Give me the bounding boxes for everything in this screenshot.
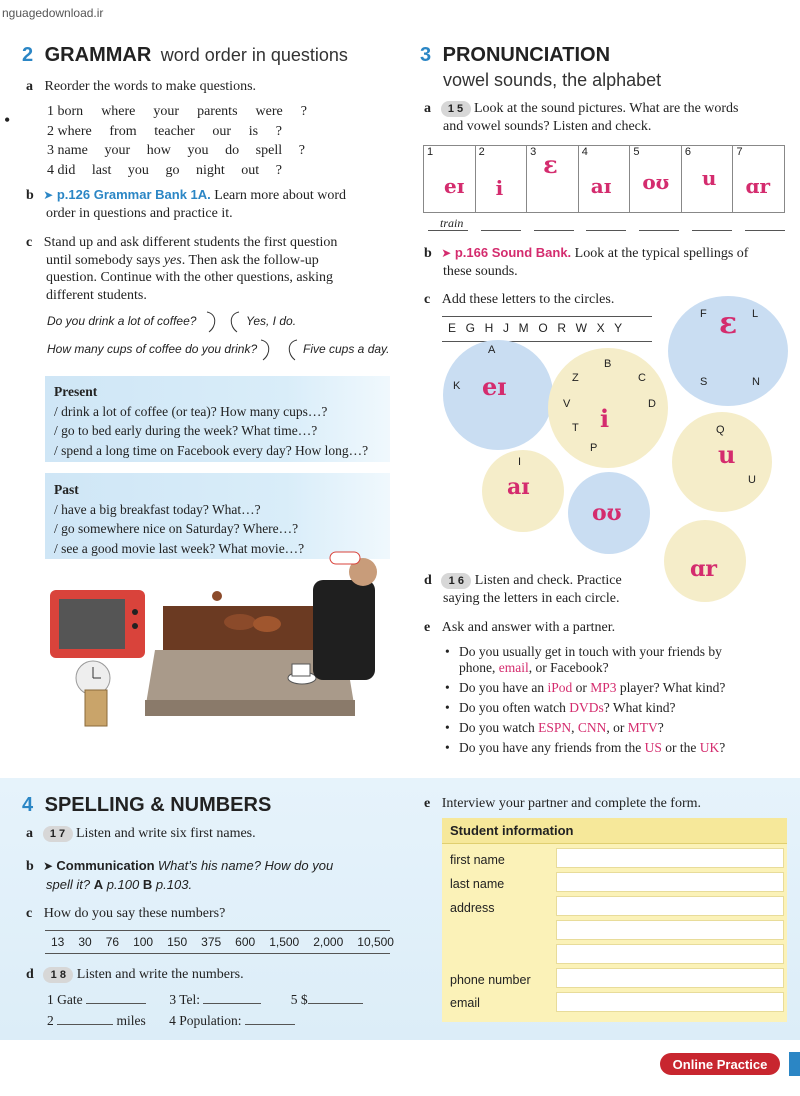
- question-item: • Do you often watch DVDs? What kind?: [443, 700, 788, 716]
- word-row-4: 4 did last you go night out ?: [47, 162, 282, 178]
- spelling-b: b ➤ Communication What’s his name? How do you spell it? A p.100 B p.103.: [26, 858, 334, 892]
- spelling-heading: 4 SPELLING & NUMBERS: [22, 794, 272, 816]
- pron-d: d 1 6 Listen and check. Practice saying the letters in each circle.: [424, 573, 622, 606]
- answer-blanks: [428, 230, 785, 231]
- instruction: Reorder the words to make questions.: [44, 79, 257, 94]
- past-content: [54, 480, 304, 558]
- spelling-a: a 1 7 Listen and write six first names.: [26, 826, 256, 842]
- pron-b: b ➤ p.166 Sound Bank. Look at the typical spellings of these sounds.: [424, 245, 749, 279]
- present-item: / drink a lot of coffee (or tea)? How many cups…?: [54, 403, 328, 419]
- sound-picture-grid: [423, 145, 785, 213]
- circle-symbol: aɪ: [507, 474, 530, 500]
- last-name-field[interactable]: [556, 872, 784, 892]
- question-item: • Do you watch ESPN, CNN, or MTV?: [443, 720, 788, 736]
- answer-blank[interactable]: [203, 1003, 261, 1004]
- spelling-c: c How do you say these numbers?: [26, 906, 226, 921]
- example-question-2: How many cups of coffee do you drink?: [47, 342, 258, 356]
- past-title: Past: [54, 482, 79, 497]
- circle-symbol: ɑr: [690, 556, 717, 582]
- answer-blank[interactable]: [86, 1003, 146, 1004]
- address-field-2[interactable]: [556, 920, 784, 940]
- number-list: 13 30 76 100 150 375 600 1,500 2,000 10,500: [45, 930, 390, 954]
- form-label: address: [450, 901, 495, 915]
- audio-track-icon[interactable]: 1 8: [43, 967, 73, 983]
- word-rows: [47, 102, 309, 180]
- sound-cell: 4 aɪ: [579, 146, 631, 212]
- present-content: [54, 382, 368, 460]
- present-item: / spend a long time on Facebook every day? How long…?: [54, 442, 369, 458]
- pron-c: c Add these letters to the circles.: [424, 292, 615, 307]
- phone-number-field[interactable]: [556, 968, 784, 988]
- question-item: • Do you have any friends from the US or the UK?: [443, 740, 788, 756]
- arrow-icon: ➤: [441, 246, 452, 260]
- pron-a: a 1 5 Look at the sound pictures. What are the words and vowel sounds? Listen and check.: [424, 101, 739, 134]
- sound-cell: 7 ɑr: [736, 146, 770, 198]
- example-question-1: Do you drink a lot of coffee?: [47, 314, 197, 328]
- online-practice-button[interactable]: Online Practice: [660, 1053, 780, 1075]
- answer-blank[interactable]: [245, 1024, 295, 1025]
- audio-track-icon[interactable]: 1 5: [441, 101, 471, 117]
- sound-bank-link[interactable]: p.166 Sound Bank.: [454, 245, 572, 260]
- word-row-1: 1 born where your parents were ?: [47, 104, 307, 119]
- word-row-3: 3 name your how you do spell ?: [47, 143, 305, 158]
- section-number: 2: [22, 44, 34, 66]
- partner-questions: [443, 644, 788, 760]
- circle-letter: A: [488, 344, 496, 356]
- watermark: nguagedownload.ir: [2, 6, 104, 20]
- example-answer-2: Five cups a day.: [303, 342, 390, 356]
- form-label: phone number: [450, 973, 531, 987]
- item-label: a: [26, 79, 33, 94]
- form-label: last name: [450, 877, 505, 891]
- circle-symbol: ɛ: [719, 306, 738, 341]
- question-item: • Do you usually get in touch with your friends by: [443, 644, 788, 660]
- first-word-answer: train: [440, 216, 464, 230]
- past-item: / have a big breakfast today? What…?: [54, 501, 261, 517]
- past-item: / see a good movie last week? What movie…?: [54, 540, 305, 556]
- grammar-bank-link[interactable]: p.126 Grammar Bank 1A.: [56, 187, 211, 202]
- question-item: • Do you have an iPod or MP3 player? What kind?: [443, 680, 788, 696]
- page-edge-tab: [789, 1052, 800, 1076]
- section-title: GRAMMAR: [44, 44, 152, 66]
- sound-cell: 2 i: [476, 146, 528, 212]
- grammar-b: b ➤ p.126 Grammar Bank 1A. Learn more about word order in questions and practice it.: [26, 187, 347, 221]
- example-answer-1: Yes, I do.: [246, 314, 297, 328]
- past-item: / go somewhere nice on Saturday? Where…?: [54, 521, 299, 536]
- pronunciation-heading: 3 PRONUNCIATION: [420, 44, 611, 66]
- pron-e: e Ask and answer with a partner.: [424, 620, 616, 635]
- speech-bubble-tails: [257, 338, 301, 364]
- question-item-cont: phone, email, or Facebook?: [459, 660, 609, 675]
- communication-link[interactable]: Communication: [56, 858, 155, 873]
- circle-symbol: u: [718, 440, 736, 469]
- arrow-icon: ➤: [43, 859, 54, 873]
- answer-blank[interactable]: [308, 1003, 363, 1004]
- present-item: / go to bed early during the week? What time…?: [54, 423, 318, 438]
- pronunciation-subtitle: vowel sounds, the alphabet: [443, 70, 662, 90]
- grammar-a: [26, 79, 256, 95]
- first-name-field[interactable]: [556, 848, 784, 868]
- speech-bubble-tails: [203, 310, 243, 336]
- sound-cell: 3 ɛ: [527, 146, 579, 212]
- bullet-dot: •: [4, 110, 11, 130]
- sound-cell: 5 oʊ: [630, 146, 682, 212]
- present-title: Present: [54, 384, 98, 399]
- circle-symbol: i: [600, 404, 610, 433]
- spelling-d: d 1 8 Listen and write the numbers.: [26, 967, 244, 983]
- number-blanks-row-1: 1 Gate 3 Tel: 5 $: [47, 992, 363, 1008]
- letter-bank: E G H J M O R W X Y: [442, 316, 652, 342]
- email-field[interactable]: [556, 992, 784, 1012]
- section-subtitle: word order in questions: [160, 45, 348, 65]
- form-label: first name: [450, 853, 505, 867]
- circle-symbol: eɪ: [482, 372, 507, 401]
- arrow-icon: ➤: [43, 188, 54, 202]
- bedroom-illustration: [45, 550, 390, 770]
- address-field-1[interactable]: [556, 896, 784, 916]
- circle-symbol: oʊ: [592, 500, 622, 526]
- address-field-3[interactable]: [556, 944, 784, 964]
- grammar-heading: [22, 44, 348, 67]
- student-information-form: [442, 818, 787, 1022]
- form-title: Student information: [442, 818, 787, 844]
- answer-blank[interactable]: [57, 1024, 113, 1025]
- form-label: email: [450, 996, 480, 1010]
- spelling-e: e Interview your partner and complete the form.: [424, 796, 702, 811]
- grammar-c: c Stand up and ask different students the first question until somebody says yes. Then ask the follow-up question. Continue with the other questions, asking different students.: [26, 235, 338, 303]
- number-blanks-row-2: 2 miles 4 Population:: [47, 1013, 295, 1029]
- sound-cell: 1 eɪ: [424, 146, 476, 212]
- audio-track-icon[interactable]: 1 6: [441, 573, 471, 589]
- audio-track-icon[interactable]: 1 7: [43, 826, 73, 842]
- circle-letter: K: [453, 380, 461, 392]
- sound-cell: 6 u: [682, 146, 734, 212]
- word-row-2: 2 where from teacher our is ?: [47, 123, 282, 139]
